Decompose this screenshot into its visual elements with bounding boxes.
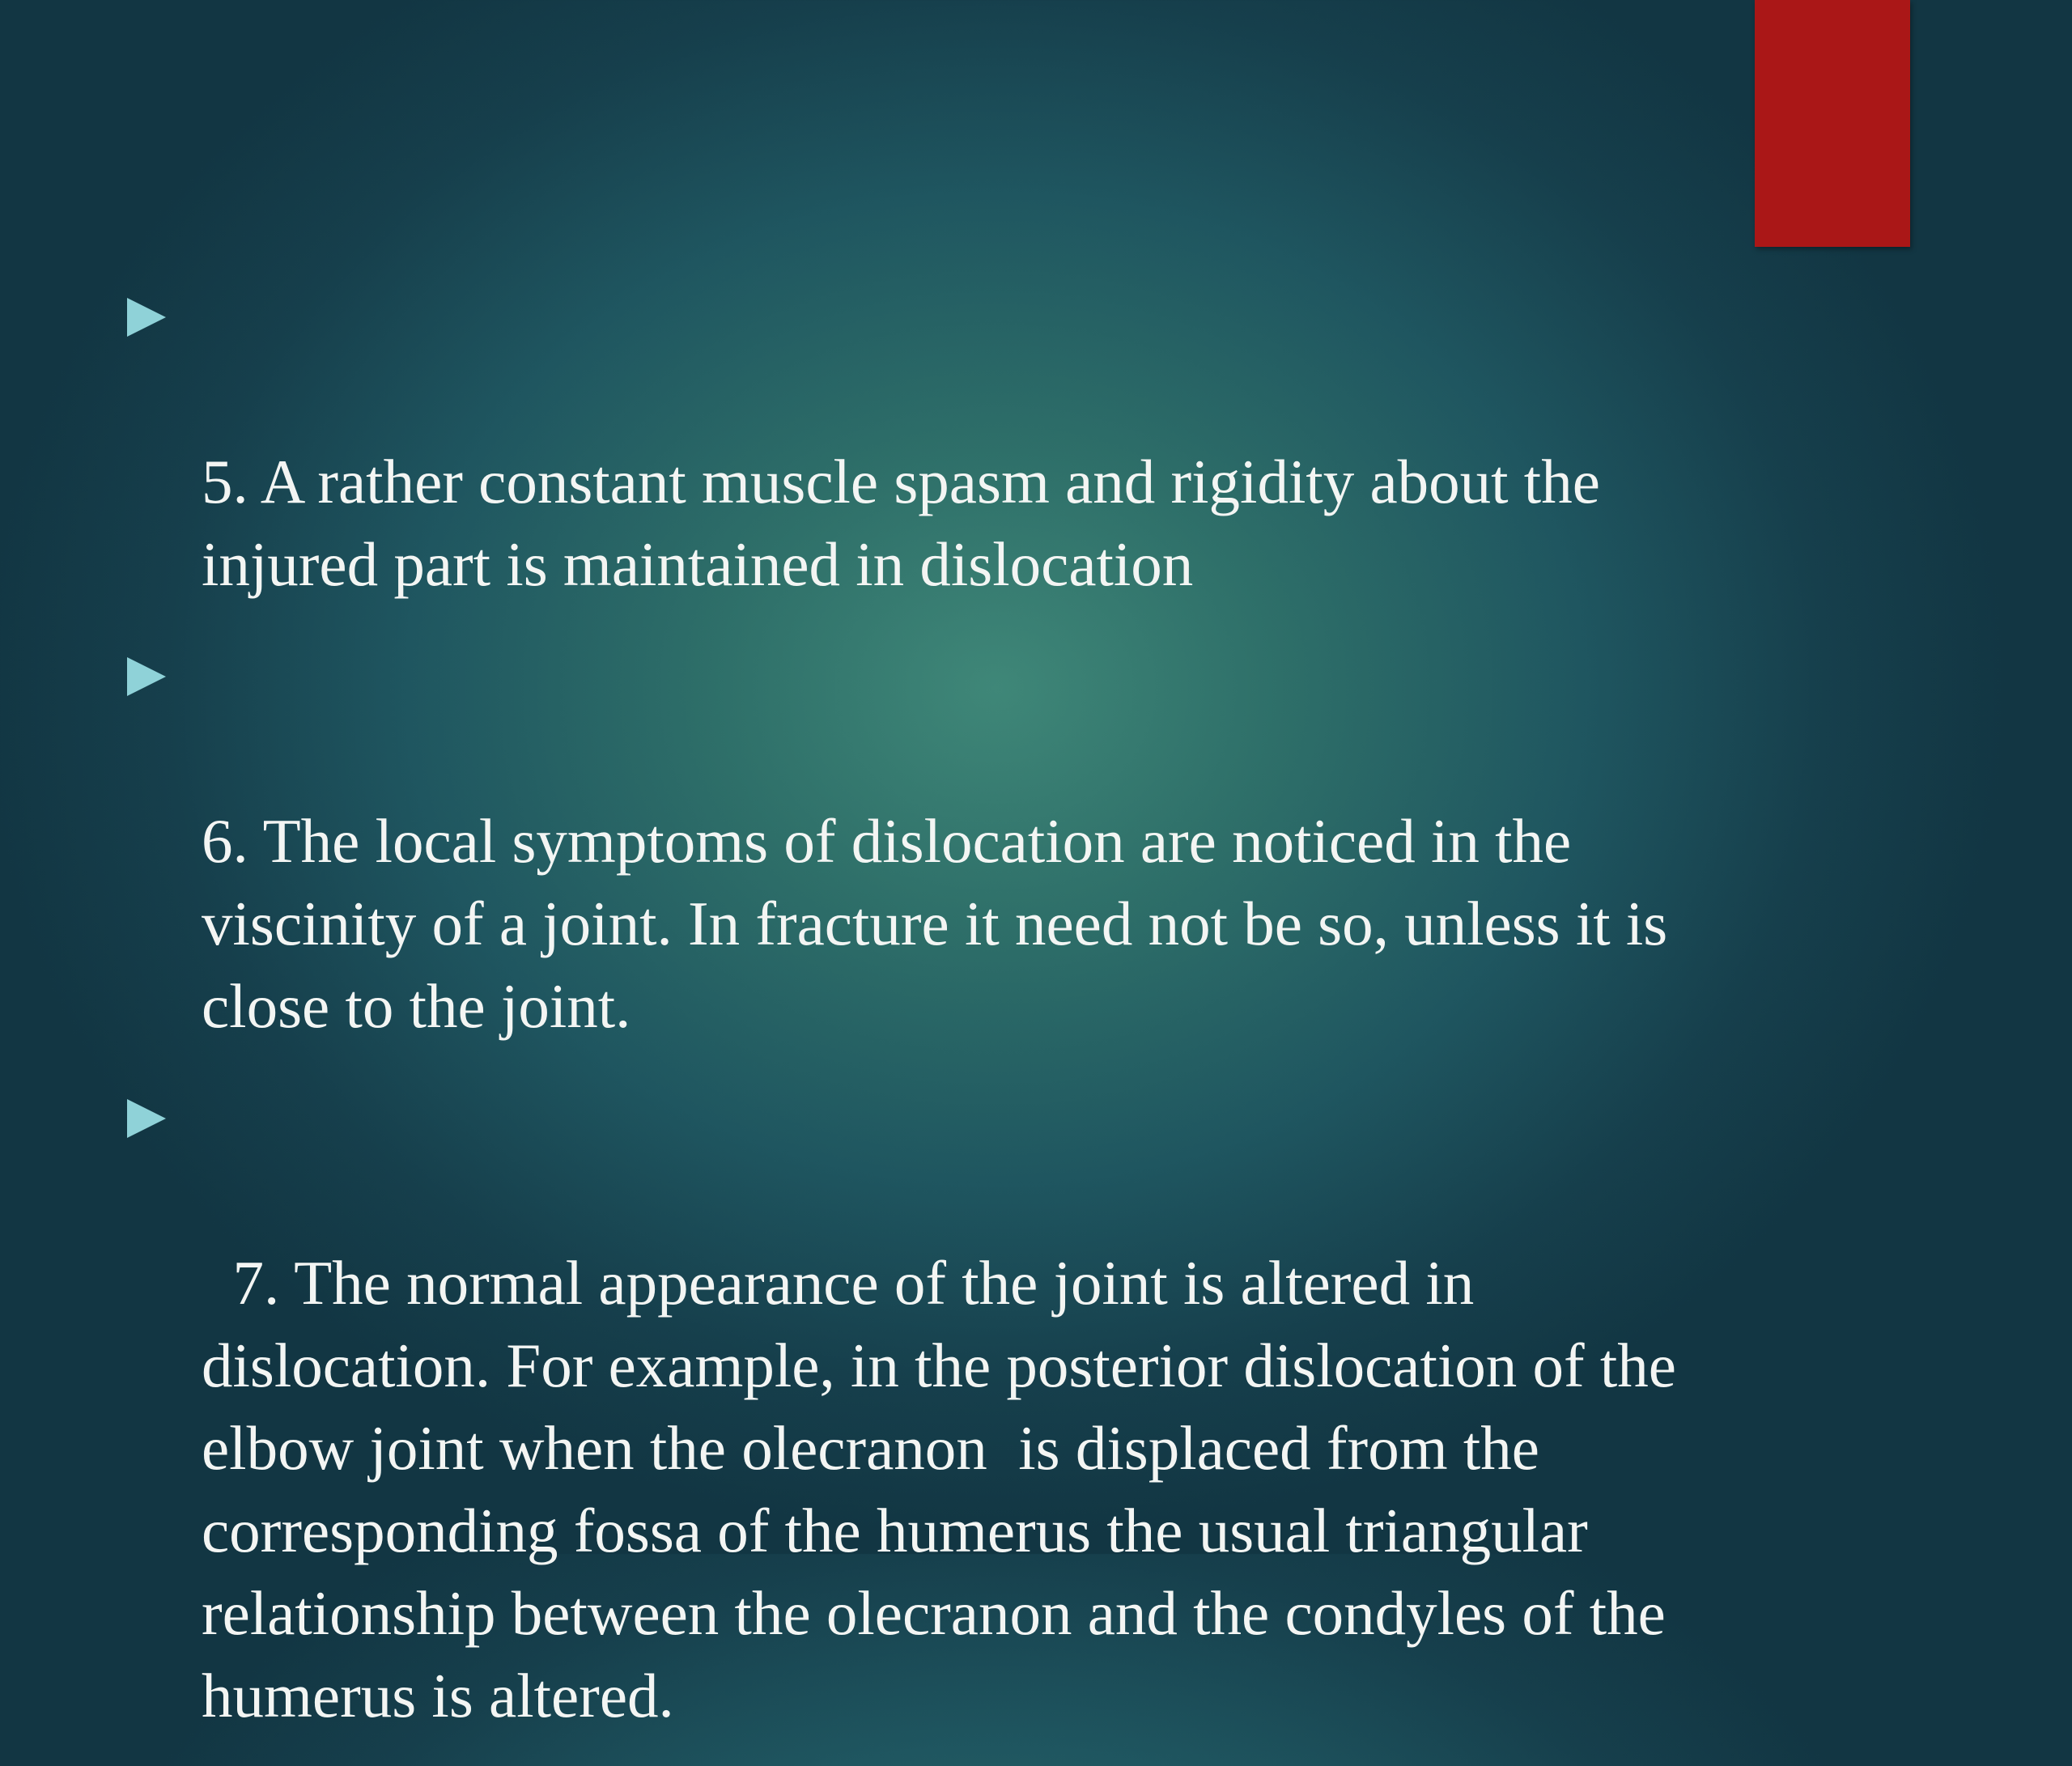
slide-content [125, 275, 1882, 1766]
red-accent-bar [1755, 0, 1910, 247]
triangle-right-icon [127, 1099, 166, 1138]
triangle-right-icon [127, 657, 166, 696]
bullet-text-6: 6. The local symptoms of dislocation are noticed in the viscinity of a joint. In fracture it need not be so, unless it is close to the joint. [202, 806, 1668, 1041]
triangle-right-icon [127, 298, 166, 337]
bullet-text-7: 7. The normal appearance of the joint is altered in dislocation. For example, in the posterior dislocation of the elbow joint when the olecranon is displaced from the corresponding fossa of the humerus the usual triangular relationship between the olecranon and the condyles of the humerus is altered. [202, 1248, 1676, 1730]
bullet-item-6 [125, 635, 1882, 1047]
bullet-text-5: 5. A rather constant muscle spasm and rigidity about the injured part is maintained in dislocation [202, 447, 1600, 599]
bullet-item-7 [125, 1076, 1882, 1737]
bullet-list [125, 275, 1882, 1737]
bullet-item-5 [125, 275, 1882, 605]
